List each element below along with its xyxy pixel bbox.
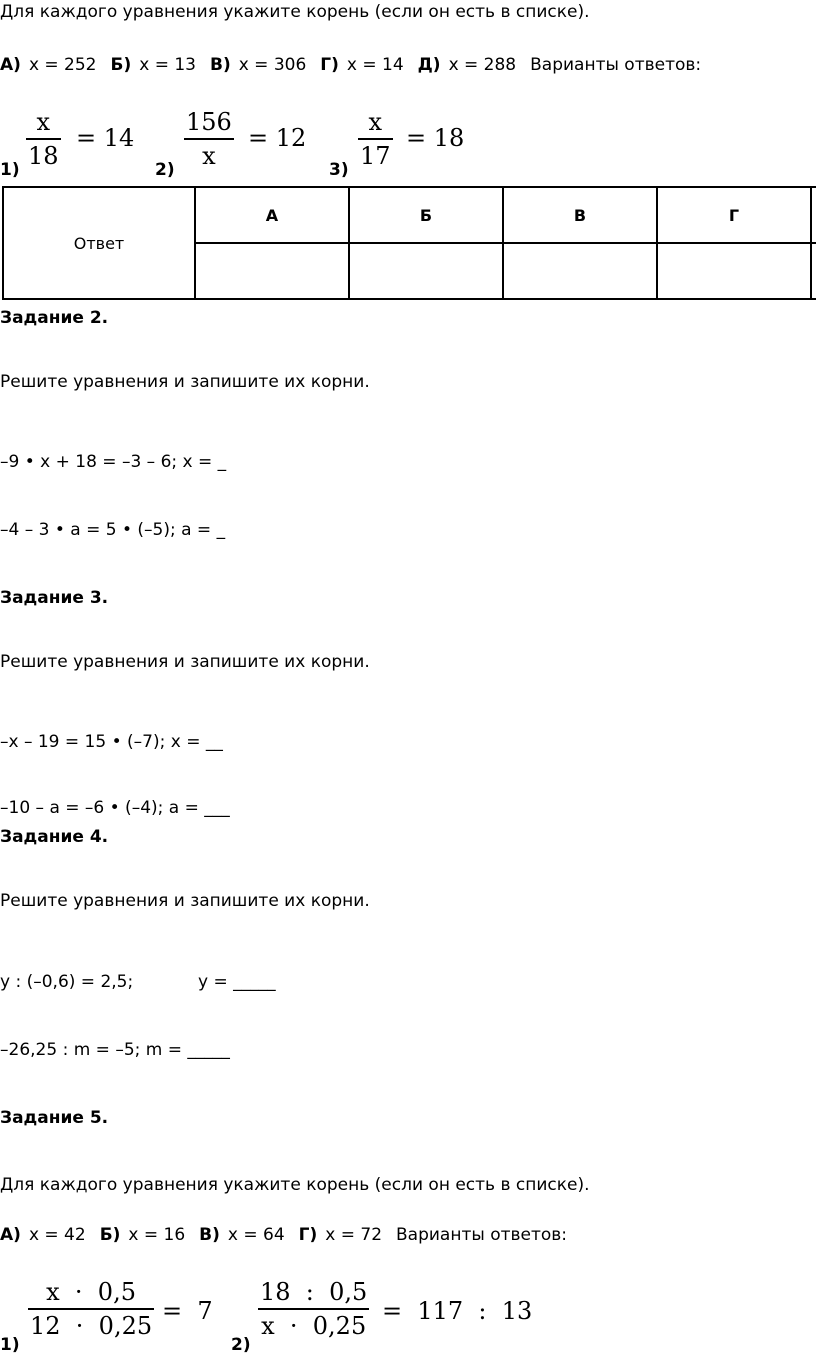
task2-instruction: Решите уравнения и запишите их корни. [0,372,370,392]
option-a: А) x = 42 [0,1225,86,1245]
task5-equation-2-fraction [258,1280,369,1338]
task5-options [0,1227,567,1244]
answer-cell-b[interactable] [349,243,503,299]
answer-cell-v[interactable] [503,243,657,299]
task5-equation-1-number: 1) [0,1335,20,1355]
answer-cell-a[interactable] [195,243,349,299]
task3-title: Задание 3. [0,588,109,608]
fraction-bar [258,1308,369,1310]
equation-2-number: 2) [155,160,175,180]
numerator: 156 [186,108,232,136]
fraction-bar [184,138,234,140]
task4-instruction: Решите уравнения и запишите их корни. [0,891,370,911]
fraction-bar [358,138,393,140]
task1-options [0,57,701,74]
task4-equation-2: –26,25 : m = –5; m = _____ [0,1040,230,1060]
denominator: 12 · 0,25 [30,1312,153,1340]
table-edge-mid [810,242,816,244]
numerator: x · 0,5 [46,1278,136,1306]
task5-equation-1-fraction [28,1280,154,1338]
task2-equation-2: –4 – 3 • a = 5 • (–5); a = _ [0,520,226,540]
equation-1-number: 1) [0,160,20,180]
fraction-bar [26,138,61,140]
task4-equation-1: y : (–0,6) = 2,5; [0,972,134,992]
equation-1-fraction [26,110,61,168]
numerator: x [368,108,383,136]
task5-equation-2-rhs: = 117 : 13 [382,1297,533,1325]
option-b: Б) x = 13 [110,55,196,75]
task1-instruction: Для каждого уравнения укажите корень (если он есть в списке). [0,2,590,22]
task3-equation-1: –x – 19 = 15 • (–7); x = __ [0,732,223,752]
equation-1-rhs: = 14 [76,124,135,152]
column-header-g: Г [657,187,811,243]
table-edge-top [810,186,816,188]
answers-label: Варианты ответов: [530,55,702,75]
task2-title: Задание 2. [0,308,109,328]
numerator: x [36,108,51,136]
denominator: x [202,142,216,170]
task5-instruction: Для каждого уравнения укажите корень (если он есть в списке). [0,1175,590,1195]
table-edge-bottom [810,298,816,300]
option-g: Г) x = 72 [298,1225,383,1245]
task4-title: Задание 4. [0,827,109,847]
option-v: В) x = 64 [199,1225,285,1245]
numerator: 18 : 0,5 [260,1278,368,1306]
denominator: x · 0,25 [261,1312,367,1340]
equation-3-number: 3) [329,160,349,180]
task5-equation-1-rhs: = 7 [162,1297,213,1325]
equation-3-rhs: = 18 [406,124,465,152]
denominator: 17 [360,142,391,170]
fraction-bar [28,1308,154,1310]
denominator: 18 [28,142,59,170]
option-a: А) x = 252 [0,55,97,75]
equation-3-fraction [358,110,393,168]
option-g: Г) x = 14 [320,55,404,75]
equation-2-rhs: = 12 [248,124,307,152]
column-header-v: В [503,187,657,243]
option-v: В) x = 306 [209,55,307,75]
column-header-a: А [195,187,349,243]
answers-label: Варианты ответов: [396,1225,568,1245]
task2-equation-1: –9 • x + 18 = –3 – 6; x = _ [0,452,227,472]
answer-table [2,186,812,300]
answer-row-label: Ответ [3,187,195,299]
column-header-b: Б [349,187,503,243]
task4-equation-1-answer: y = _____ [198,972,276,992]
option-b: Б) x = 16 [99,1225,186,1245]
equation-2-fraction [184,110,234,168]
task5-equation-2-number: 2) [231,1335,251,1355]
task3-equation-2: –10 – a = –6 • (–4); a = ___ [0,798,230,818]
option-d: Д) x = 288 [417,55,517,75]
task5-title: Задание 5. [0,1108,109,1128]
answer-cell-g[interactable] [657,243,811,299]
task3-instruction: Решите уравнения и запишите их корни. [0,652,370,672]
